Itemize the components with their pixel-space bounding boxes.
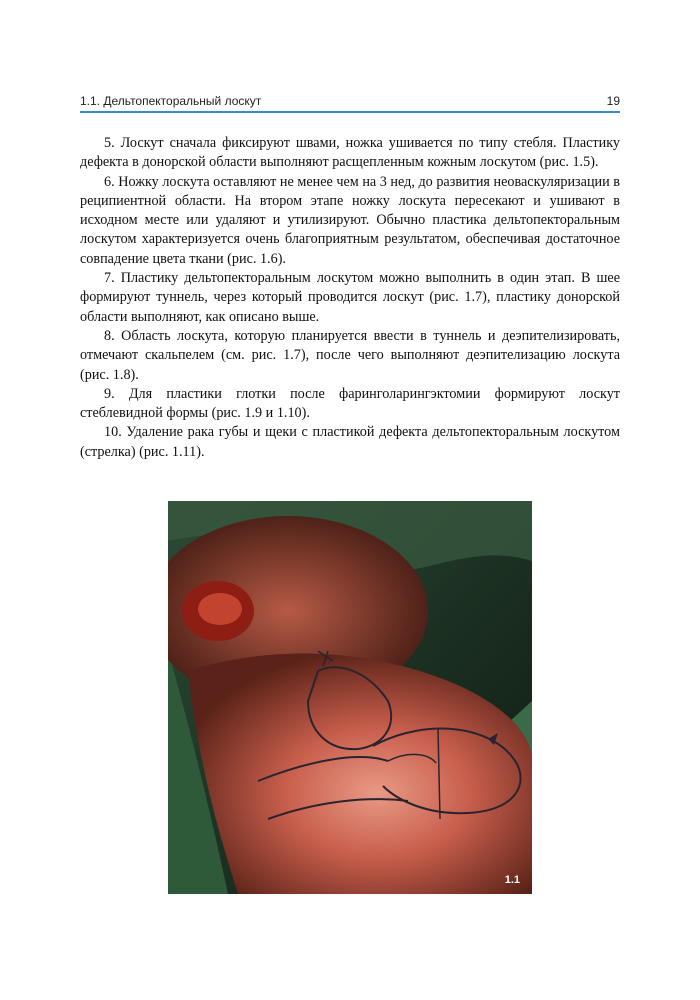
paragraph-10: 10. Удаление рака губы и щеки с пластикой дефекта дельтопекторальным лоскутом (стрелка) (рис. 1.11). (80, 424, 620, 460)
paragraph-9: 9. Для пластики глотки после фаринголарингэктомии формируют лоскут стеблевидной формы (рис. 1.9 и 1.10). (80, 385, 620, 422)
paragraph-6: 6. Ножку лоскута оставляют не менее чем на 3 нед, до развития неоваскуляризации в реципиентной области. На втором этапе ножку лоскута пересекают и ушивают в исходном месте или удаляют и утилизируют. Обычно пластика дельтопекторальным лоскутом характеризуется очень благоприятным результатом, обеспечивая достаточное совпадение цвета ткани (рис. 1.6). (80, 173, 620, 267)
paragraph-7: 7. Пластику дельтопекторальным лоскутом можно выполнить в один этап. В шее формируют туннель, через который проводится лоскут (рис. 1.7), пластику донорской области выполняют, как описано выше. (80, 270, 620, 325)
body-text (80, 134, 620, 462)
running-header (80, 92, 620, 114)
paragraph-8: 8. Область лоскута, которую планируется ввести в туннель и деэпителизировать, отмечают скальпелем (см. рис. 1.7), после чего выполняют деэпителизацию лоскута (рис. 1.8). (80, 327, 620, 383)
surgical-photo (168, 501, 532, 894)
page-number: 19 (606, 94, 620, 108)
surgical-photo-figure (168, 501, 532, 894)
header-rule (80, 111, 620, 113)
chapter-title: 1.1. Дельтопекторальный лоскут (80, 94, 262, 108)
paragraph-5: 5. Лоскут сначала фиксируют швами, ножка ушивается по типу стебля. Пластику дефекта в донорской области выполняют расщепленным кожным лоскутом (рис. 1.5). (80, 135, 620, 171)
figure-label: 1.1 (504, 874, 520, 886)
